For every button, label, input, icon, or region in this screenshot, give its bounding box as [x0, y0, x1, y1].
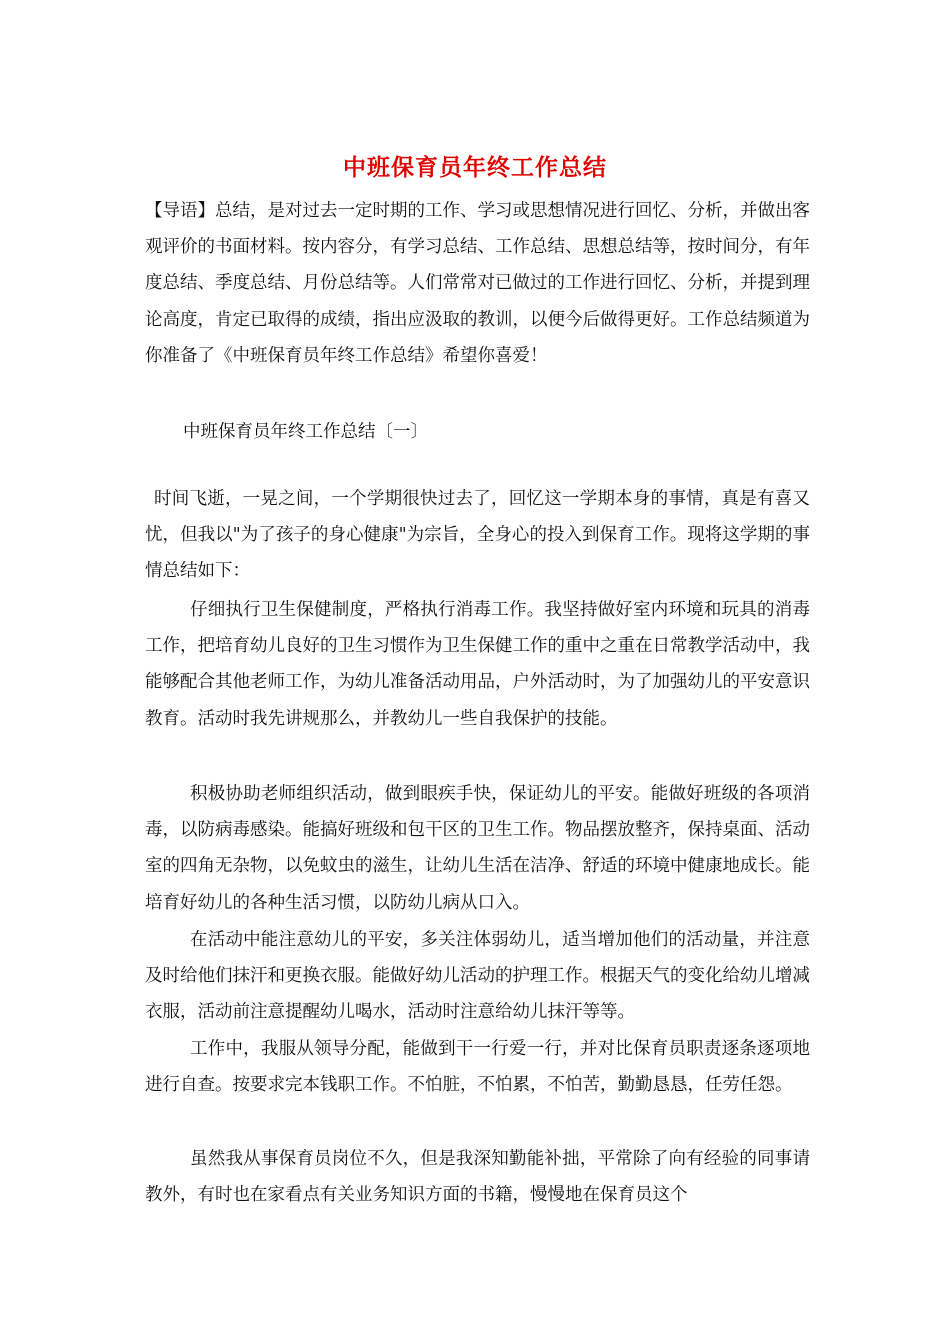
body-paragraph-1: 时间飞逝，一晃之间，一个学期很快过去了，回忆这一学期本身的事情，真是有喜又忧，但我以"为了孩子的身心健康"为宗旨，全身心的投入到保育工作。现将这学期的事情总结如下：	[145, 489, 810, 582]
section-subtitle: 中班保育员年终工作总结〔一〕	[183, 422, 428, 442]
body-paragraph-4: 在活动中能注意幼儿的平安，多关注体弱幼儿，适当增加他们的活动量，并注意及时给他们抹汗和更换衣服。能做好幼儿活动的护理工作。根据天气的变化给幼儿增减衣服，活动前注意提醒幼儿喝水，活动时注意给幼儿抹汗等等。	[145, 930, 810, 1023]
body-paragraph-3: 积极协助老师组织活动，做到眼疾手快，保证幼儿的平安。能做好班级的各项消毒，以防病毒感染。能搞好班级和包干区的卫生工作。物品摆放整齐，保持桌面、活动室的四角无杂物，以免蚊虫的滋生，让幼儿生活在洁净、舒适的环境中健康地成长。能培育好幼儿的各种生活习惯，以防幼儿病从口入。	[145, 784, 810, 913]
intro-paragraph: 【导语】总结，是对过去一定时期的工作、学习或思想情况进行回忆、分析，并做出客观评价的书面材料。按内容分，有学习总结、工作总结、思想总结等，按时间分，有年度总结、季度总结、月份总结等。人们常常对已做过的工作进行回忆、分析，并提到理论高度，肯定已取得的成绩，指出应汲取的教训，以便今后做得更好。工作总结频道为你准备了《中班保育员年终工作总结》希望你喜爱！	[145, 201, 810, 366]
body-paragraph-5: 工作中，我服从领导分配，能做到干一行爱一行，并对比保育员职责逐条逐项地进行自查。按要求完本钱职工作。不怕脏，不怕累，不怕苦，勤勤恳恳，任劳任怨。	[145, 1039, 810, 1096]
document-title: 中班保育员年终工作总结	[343, 154, 607, 181]
body-paragraph-2: 仔细执行卫生保健制度，严格执行消毒工作。我坚持做好室内环境和玩具的消毒工作，把培育幼儿良好的卫生习惯作为卫生保健工作的重中之重在日常教学活动中，我能够配合其他老师工作，为幼儿准备活动用品，户外活动时，为了加强幼儿的平安意识教育。活动时我先讲规那么，并教幼儿一些自我保护的技能。	[145, 600, 810, 729]
body-paragraph-6: 虽然我从事保育员岗位不久，但是我深知勤能补拙，平常除了向有经验的同事请教外，有时也在家看点有关业务知识方面的书籍，慢慢地在保育员这个	[145, 1149, 810, 1206]
